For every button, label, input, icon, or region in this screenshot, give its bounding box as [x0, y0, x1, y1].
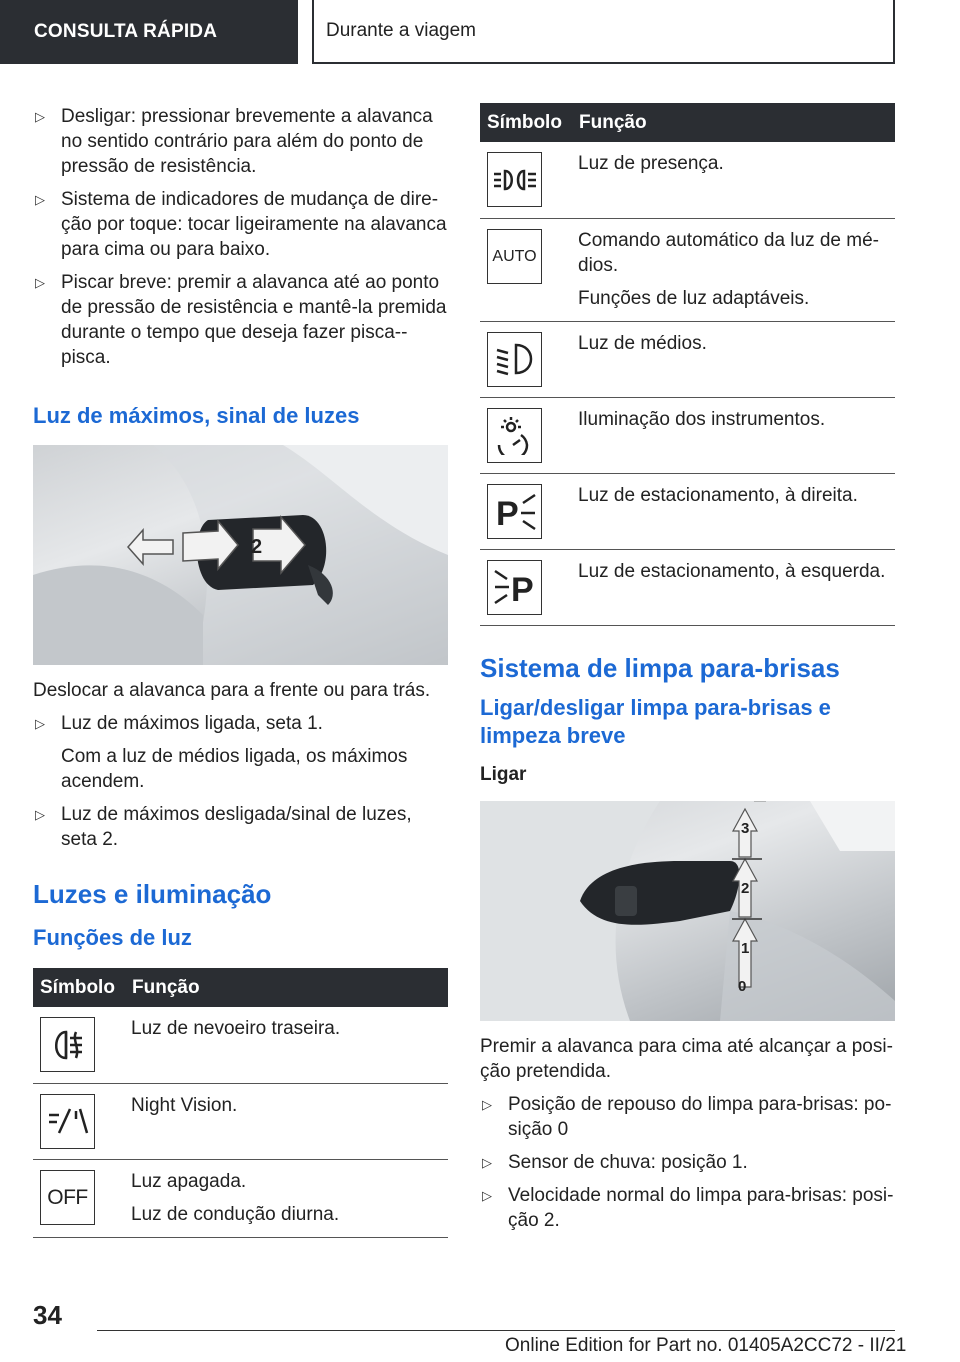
night-vision-icon [40, 1094, 95, 1149]
bullet-triangle-icon: ▷ [35, 716, 45, 731]
col-function-header: Função [125, 968, 448, 1007]
table-row [33, 1083, 448, 1159]
list-item-text: Luz de máximos desligada/sinal de luzes, seta 2. [61, 804, 412, 850]
list-item [33, 270, 448, 370]
function-text: Funções de luz adaptáveis. [578, 287, 810, 309]
auto-icon-text: AUTO [492, 247, 537, 265]
bullet-triangle-icon: ▷ [482, 1187, 492, 1203]
bullet-triangle-icon: ▷ [35, 275, 45, 290]
table-row [33, 1159, 448, 1237]
col-function-header: Função [572, 103, 895, 142]
footer-divider [97, 1330, 895, 1331]
edition-note: Online Edition for Part no. 01405A2CC72 - II/21 [505, 1335, 907, 1356]
wiper-lever-photo [480, 801, 895, 1021]
rear-fog-light-icon [40, 1017, 95, 1072]
off-icon-text: OFF [47, 1185, 88, 1209]
list-item [33, 187, 448, 262]
paragraph: Premir a alavanca para cima até alcançar a posição pretendida. [480, 1035, 893, 1082]
heading-high-beam: Luz de máximos, sinal de luzes [33, 403, 360, 428]
subheading-light-functions: Funções de luz [33, 925, 192, 950]
instrument-lighting-icon [487, 408, 542, 463]
table-row [480, 397, 895, 473]
function-text: Luz de estacionamento, à direita. [578, 484, 858, 506]
table-row [480, 321, 895, 397]
table-header-row [480, 103, 895, 142]
parking-light-right-icon [487, 484, 542, 539]
bullet-triangle-icon: ▷ [482, 1154, 492, 1170]
arrow-2-label: 2 [251, 536, 263, 558]
svg-text:P: P [495, 495, 519, 531]
low-beam-icon [487, 332, 542, 387]
light-functions-table [33, 968, 448, 1238]
position-0-label: 0 [738, 977, 747, 995]
function-text: Luz de presença. [578, 153, 724, 174]
bullet-triangle-icon: ▷ [35, 807, 45, 822]
function-text: Night Vision. [131, 1094, 238, 1116]
col-symbol-header: Símbolo [33, 968, 125, 1007]
col-symbol-header: Símbolo [480, 103, 572, 142]
table-row [480, 218, 895, 321]
list-item [480, 1183, 895, 1233]
chapter-label: Durante a viagem [326, 20, 476, 41]
list-item [33, 802, 448, 852]
list-item-text: Desligar: pressionar brevemente a alavanca no sentido contrário para além do ponto de pressão de resistência. [61, 106, 433, 177]
list-item-text: Sensor de chuva: posição 1. [508, 1151, 748, 1173]
table-row [480, 549, 895, 625]
heading-lights: Luzes e iluminação [33, 879, 272, 909]
list-item [33, 711, 448, 736]
lever-illustration [33, 445, 448, 665]
chapter-tab [312, 0, 895, 64]
bullet-triangle-icon: ▷ [482, 1096, 492, 1112]
table-row [33, 1007, 448, 1083]
position-2-label: 2 [741, 879, 750, 897]
svg-text:P: P [510, 571, 534, 607]
list-item [480, 1150, 895, 1175]
parking-light-left-icon [487, 560, 542, 615]
auto-icon [487, 229, 542, 284]
position-light-icon [487, 152, 542, 207]
function-text: Comando automático da luz de médios. [578, 229, 879, 276]
table-row [480, 473, 895, 549]
list-item-detail: Com a luz de médios ligada, os máximos acendem. [61, 746, 408, 792]
table-header-row [33, 968, 448, 1007]
function-text: Iluminação dos instrumentos. [578, 408, 826, 430]
paragraph: Deslocar a alavanca para a frente ou para trás. [33, 680, 431, 701]
list-item [480, 1092, 895, 1142]
function-text: Luz apagada. [131, 1170, 247, 1192]
list-item-text: Posição de repouso do limpa para-brisas: posição 0 [508, 1093, 892, 1140]
right-column [480, 103, 895, 1241]
list-item-text: Luz de máximos ligada, seta 1. [61, 713, 323, 734]
left-column [33, 100, 448, 1238]
page-number: 34 [33, 1300, 62, 1330]
subheading-wiper: Ligar/desligar limpa para-brisas e limpeza breve [480, 694, 831, 748]
bullet-triangle-icon: ▷ [35, 192, 45, 207]
section-tab [0, 0, 298, 64]
wiper-illustration [480, 801, 895, 1021]
off-icon [40, 1170, 95, 1225]
function-text: Luz de condução diurna. [131, 1203, 340, 1225]
table-row [480, 142, 895, 218]
position-3-label: 3 [741, 819, 750, 837]
section-label: CONSULTA RÁPIDA [34, 21, 218, 42]
list-item-text: Sistema de indicadores de mudança de direção por toque: tocar ligeiramente na alavanca para cima ou para baixo. [61, 189, 447, 260]
list-item-text: Velocidade normal do limpa para-brisas: posição 2. [508, 1184, 894, 1231]
light-symbols-table [480, 103, 895, 626]
function-text: Luz de estacionamento, à esquerda. [578, 560, 886, 582]
high-beam-lever-photo [33, 445, 448, 665]
heading-on: Ligar [480, 763, 527, 785]
list-item [33, 104, 448, 179]
bullet-triangle-icon: ▷ [35, 109, 45, 124]
list-item-text: Piscar breve: premir a alavanca até ao ponto de pressão de resistência e mantê-la premida durante o tempo que deseja fazer pisca--pisca. [61, 272, 447, 368]
heading-wiper: Sistema de limpa para-brisas [480, 652, 840, 683]
function-text: Luz de nevoeiro traseira. [131, 1018, 341, 1039]
position-1-label: 1 [741, 939, 750, 957]
function-text: Luz de médios. [578, 332, 707, 354]
